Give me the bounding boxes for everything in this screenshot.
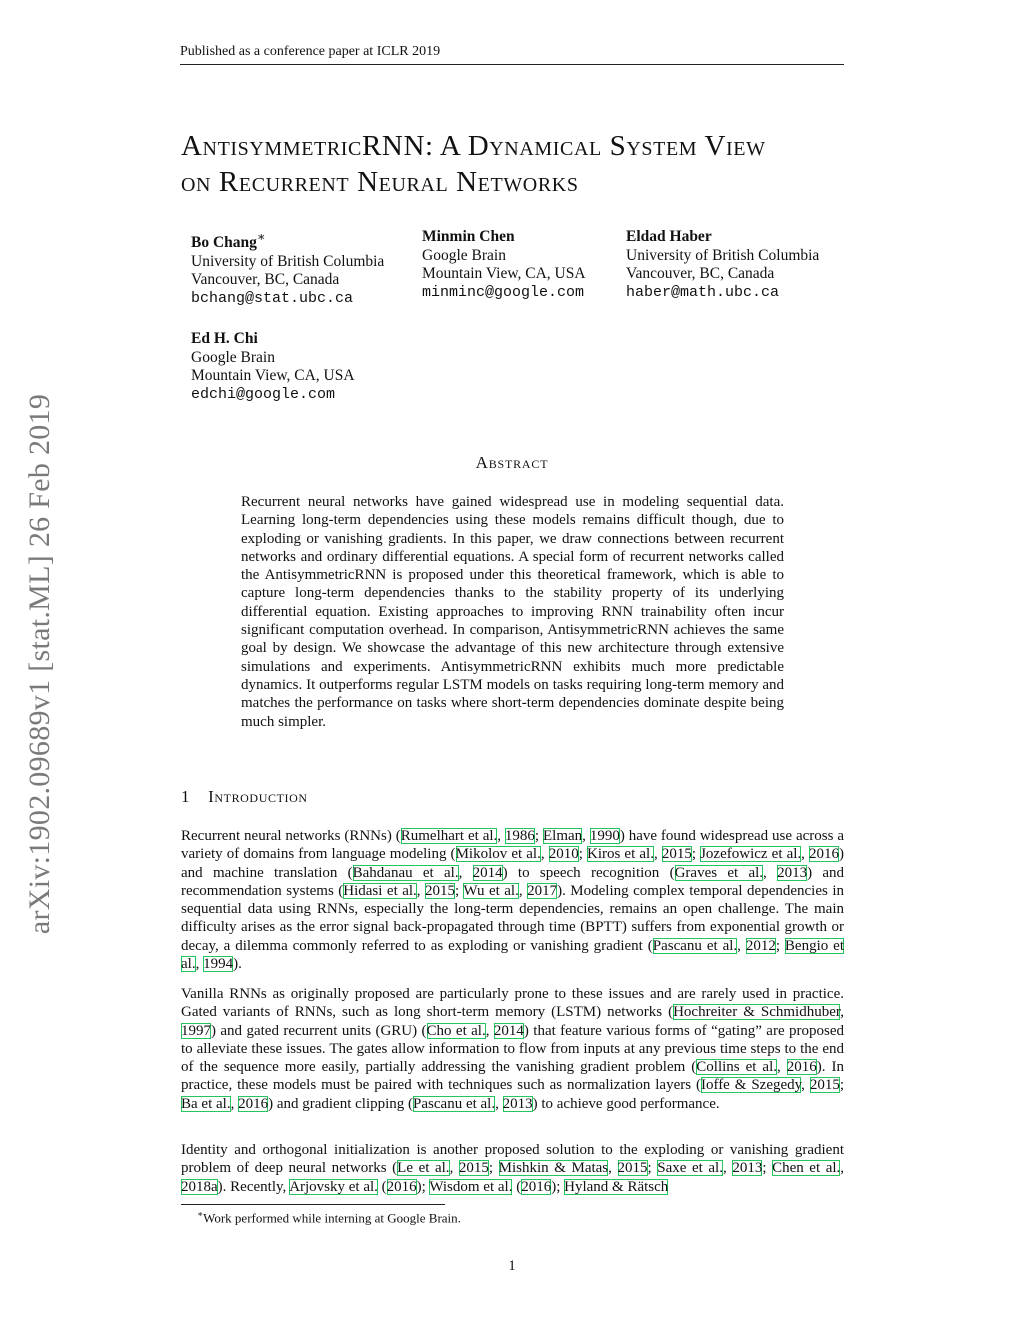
section-heading — [181, 787, 308, 807]
citation-separator: ; — [534, 828, 543, 844]
citation-separator: ; — [455, 882, 464, 899]
citation-separator: ; — [775, 937, 785, 954]
citation-separator: ); — [416, 1178, 430, 1195]
citation-link[interactable]: Graves et al. — [674, 864, 764, 881]
paragraph-text: ). — [233, 956, 242, 973]
citation-separator: , — [763, 864, 778, 881]
citation-separator: , — [653, 846, 662, 863]
citation-separator: ( — [512, 1178, 522, 1195]
author-affiliation: Google Brain — [191, 348, 275, 366]
citation-separator: , — [495, 1095, 503, 1112]
abstract-body: Recurrent neural networks have gained widespread use in modeling sequential data. Learning long-term dependencies using these models remains difficult though, due to exploding or vanishing gradients. In this paper, we draw connections between recurrent networks and ordinary differential equations. A special form of recurrent networks called the AntisymmetricRNN is proposed under this theoretical framework, which is able to capture long-term dependencies thanks to the stability property of its underlying differential equation. Existing approaches to improving RNN trainability often incur significant computation overhead. In comparison, AntisymmetricRNN achieves the same goal by design. We showcase the advantage of this new architecture through extensive simulations and experiments. AntisymmetricRNN exhibits much more predictable dynamics. It outperforms regular LSTM models on tasks requiring long-term memory and matches the performance on tasks where short-term dependencies dominate despite being much simpler. — [241, 494, 784, 730]
citation-year-link[interactable]: 2018a — [181, 1178, 218, 1195]
citation-year-link[interactable]: 2013 — [777, 864, 808, 881]
author-name: Bo Chang — [191, 234, 257, 252]
citation-year-link[interactable]: 2016 — [786, 1059, 817, 1076]
citation-link[interactable]: Hochreiter & Schmidhuber — [673, 1004, 841, 1021]
section-number: 1 — [181, 787, 191, 806]
paragraph-text: Identity and orthogonal initialization is another proposed solution to the exploding or vanishing gradient problem of deep neural networks ( — [181, 1142, 844, 1177]
author-email: bchang@stat.ubc.ca — [191, 289, 354, 307]
citation-separator: , — [582, 828, 590, 844]
citation-year-link[interactable]: 1997 — [181, 1022, 211, 1039]
author-block — [422, 228, 586, 302]
citation-separator: , — [840, 1004, 844, 1021]
author-location: Mountain View, CA, USA — [422, 265, 586, 283]
citation-year-link[interactable]: 2015 — [458, 1160, 489, 1177]
paragraph-text: ). Recently, — [217, 1178, 290, 1195]
citation-link[interactable]: Wu et al. — [463, 882, 519, 899]
citation-link[interactable]: Jozefowicz et al. — [700, 846, 802, 863]
citation-link[interactable]: Hyland & Rätsch — [564, 1178, 669, 1195]
citation-separator: , — [737, 937, 746, 954]
citation-link[interactable]: Pascanu et al. — [652, 937, 738, 954]
paragraph-text: ) have found widespread use across a variety of domains from language modeling ( — [181, 828, 844, 863]
citation-separator: , — [722, 1160, 733, 1177]
author-block — [191, 228, 384, 309]
author-block — [626, 228, 819, 302]
citation-separator: , — [195, 956, 204, 973]
author-location: Mountain View, CA, USA — [191, 367, 355, 385]
title-line-2: on Recurrent Neural Networks — [181, 166, 579, 198]
citation-separator: , — [840, 1160, 845, 1177]
citation-year-link[interactable]: 2017 — [527, 882, 558, 899]
section-title: Introduction — [208, 787, 308, 806]
citation-link[interactable]: Mikolov et al. — [455, 846, 541, 863]
paragraph-text: ) and recommendation systems ( — [181, 864, 845, 899]
author-affiliation: University of British Columbia — [191, 252, 385, 270]
arxiv-side-stamp: arXiv:1902.09689v1 [stat.ML] 26 Feb 2019 — [23, 393, 56, 935]
footnote-mark: ∗ — [197, 1209, 204, 1219]
citation-link[interactable]: Saxe et al. — [657, 1160, 723, 1177]
author-affiliation: Google Brain — [422, 246, 506, 264]
citation-year-link[interactable]: 2013 — [732, 1160, 763, 1177]
citation-link[interactable]: Elman — [543, 828, 583, 844]
citation-year-link[interactable]: 2015 — [617, 1160, 648, 1177]
paragraph-text: ) and gradient clipping ( — [268, 1095, 414, 1112]
author-email: edchi@google.com — [191, 385, 336, 403]
citation-separator: ); — [551, 1178, 565, 1195]
citation-link[interactable]: Cho et al. — [426, 1022, 486, 1039]
author-affiliation: University of British Columbia — [626, 246, 820, 264]
citation-separator: , — [608, 1160, 618, 1177]
citation-separator: , — [801, 846, 810, 863]
citation-year-link[interactable]: 2016 — [238, 1095, 269, 1112]
footnote-marker: ∗ — [256, 229, 266, 244]
citation-year-link[interactable]: 2016 — [809, 846, 840, 863]
author-name: Eldad Haber — [626, 228, 712, 245]
footnote — [197, 1209, 461, 1226]
citation-year-link[interactable]: 2015 — [809, 1077, 840, 1094]
citation-year-link[interactable]: 2014 — [493, 1022, 524, 1039]
citation-year-link[interactable]: 2014 — [472, 864, 503, 881]
paragraph-text: ) to speech recognition ( — [502, 864, 675, 881]
citation-year-link[interactable]: 2012 — [745, 937, 776, 954]
citation-year-link[interactable]: 2015 — [661, 846, 692, 863]
citation-link[interactable]: Ba et al. — [181, 1095, 231, 1112]
citation-link[interactable]: Le et al. — [397, 1160, 450, 1177]
citation-link[interactable]: Mishkin & Matas — [498, 1160, 609, 1177]
running-header: Published as a conference paper at ICLR 2019 — [180, 44, 844, 65]
author-name: Ed H. Chi — [191, 330, 258, 347]
citation-separator: , — [416, 882, 426, 899]
citation-year-link[interactable]: 2016 — [386, 1178, 417, 1195]
citation-separator: ; — [839, 1077, 844, 1094]
page-number: 1 — [508, 1258, 516, 1274]
citation-link[interactable]: Wisdom et al. — [429, 1178, 513, 1195]
author-location: Vancouver, BC, Canada — [626, 265, 775, 283]
footnote-divider — [181, 1204, 445, 1205]
citation-year-link[interactable]: 2010 — [548, 846, 579, 863]
intro-paragraph-1 — [181, 827, 844, 973]
citation-year-link[interactable]: 1994 — [203, 956, 234, 973]
citation-separator: , — [230, 1095, 239, 1112]
citation-link[interactable]: Chen et al. — [772, 1160, 841, 1177]
author-location: Vancouver, BC, Canada — [191, 271, 340, 289]
paragraph-text: ) and gated recurrent units (GRU) ( — [211, 1022, 427, 1039]
citation-separator: ; — [647, 1160, 658, 1177]
citation-separator: ( — [377, 1178, 387, 1195]
title-line-1: AntisymmetricRNN: A Dynamical System View — [181, 130, 766, 162]
paragraph-text: ) to achieve good performance. — [532, 1095, 720, 1112]
citation-link[interactable]: Arjovsky et al. — [289, 1178, 378, 1195]
citation-separator: , — [485, 1022, 494, 1039]
citation-link[interactable]: Ioffe & Szegedy — [700, 1077, 802, 1094]
intro-paragraph-3 — [181, 1141, 844, 1196]
author-name: Minmin Chen — [422, 228, 515, 245]
paragraph-text: Recurrent neural networks (RNNs) ( — [181, 828, 401, 844]
author-email: haber@math.ubc.ca — [626, 283, 780, 301]
citation-link[interactable]: Collins et al. — [696, 1059, 778, 1076]
citation-separator: , — [540, 846, 549, 863]
citation-link[interactable]: Bahdanau et al. — [352, 864, 459, 881]
citation-year-link[interactable]: 1986 — [504, 828, 535, 844]
citation-separator: , — [449, 1160, 459, 1177]
citation-separator: , — [777, 1059, 787, 1076]
intro-paragraph-2 — [181, 985, 844, 1113]
citation-separator: , — [497, 828, 505, 844]
citation-link[interactable]: Bengio et al. — [181, 937, 844, 973]
paragraph-text: Vanilla RNNs as originally proposed are particularly prone to these issues and are rarely used in practice. Gated variants of RNNs, such as long short-term memory (LSTM) networks ( — [181, 986, 844, 1021]
citation-separator: ; — [578, 846, 587, 863]
paragraph-text: ) that feature various forms of “gating” are proposed to alleviate these issues. The gates allow information to flow from inputs at any previous time steps to the end of the sequence more easily, partially addressing the vanishing gradient problem ( — [181, 1022, 844, 1076]
citation-separator: , — [801, 1077, 810, 1094]
citation-year-link[interactable]: 2016 — [521, 1178, 552, 1195]
paragraph-text: ). In practice, these models must be paired with techniques such as normalization layers ( — [181, 1059, 845, 1094]
citation-separator: , — [518, 882, 528, 899]
abstract-heading: Abstract — [475, 453, 549, 472]
citation-link[interactable]: Pascanu et al. — [413, 1095, 496, 1112]
citation-link[interactable]: Rumelhart et al. — [400, 828, 498, 844]
citation-link[interactable]: Kiros et al. — [587, 846, 654, 863]
citation-separator: ; — [762, 1160, 773, 1177]
footnote-text: Work performed while interning at Google Brain. — [203, 1210, 461, 1226]
citation-separator: , — [458, 864, 473, 881]
paper-title — [181, 128, 851, 200]
citation-year-link[interactable]: 2015 — [425, 882, 456, 899]
citation-year-link[interactable]: 2013 — [502, 1095, 533, 1112]
citation-link[interactable]: Hidasi et al. — [343, 882, 417, 899]
citation-year-link[interactable]: 1990 — [589, 828, 620, 844]
author-block — [191, 330, 355, 404]
citation-separator: ; — [691, 846, 701, 863]
paragraph-text: ) and machine translation ( — [181, 846, 845, 881]
author-email: minminc@google.com — [422, 283, 585, 301]
citation-separator: ; — [488, 1160, 499, 1177]
paragraph-text: ). Modeling complex temporal dependencies in sequential data using RNNs, especially the long-term dependencies, remains an open challenge. The main difficulty arises as the error signal back-propagated through time (BPTT) suffers from exponential growth or decay, a dilemma commonly referred to as exploding or vanishing gradient ( — [181, 882, 844, 954]
